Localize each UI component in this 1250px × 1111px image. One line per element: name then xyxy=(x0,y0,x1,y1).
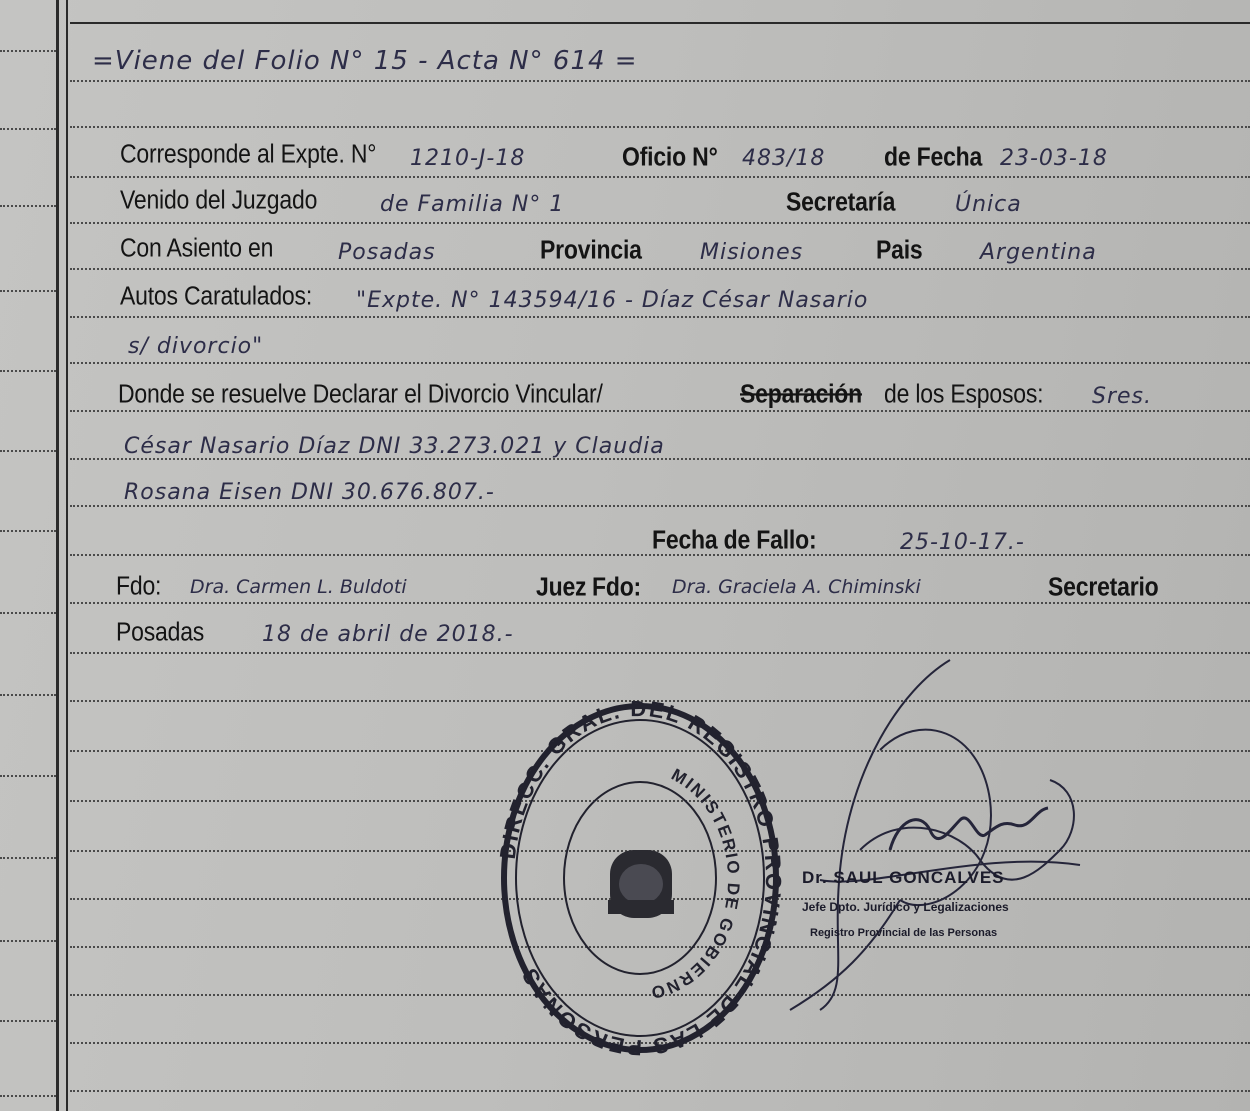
signer-name: Dr. SAUL GONCALVES xyxy=(802,868,1005,887)
left-rule xyxy=(0,450,56,452)
left-rule xyxy=(0,290,56,292)
value-posadas-fecha: 18 de abril de 2018.- xyxy=(262,622,514,647)
value-fecha-fallo: 25-10-17.- xyxy=(900,530,1025,555)
value-pais: Argentina xyxy=(980,240,1097,265)
ruled-line xyxy=(70,362,1250,364)
label-separacion: Separación xyxy=(740,378,862,408)
label-posadas: Posadas xyxy=(116,616,205,646)
value-asiento: Posadas xyxy=(338,240,436,265)
handwritten-signature xyxy=(780,650,1110,1070)
margin-line xyxy=(56,0,59,1111)
label-fdo-juez: Fdo: xyxy=(116,570,162,600)
seal-inner-text: MINISTERIO DE GOBIERNO xyxy=(647,765,744,1003)
value-esposos-line2: Rosana Eisen DNI 30.676.807.- xyxy=(124,480,495,505)
left-rule xyxy=(0,694,56,696)
label-secretario: Secretario xyxy=(1048,571,1159,601)
ruled-line xyxy=(70,316,1250,318)
left-rule xyxy=(0,128,56,130)
ruled-line xyxy=(70,222,1250,224)
ruled-line xyxy=(70,22,1250,24)
value-autos-line1: "Expte. N° 143594/16 - Díaz César Nasario xyxy=(356,288,869,313)
value-secretaria: Única xyxy=(955,192,1022,217)
coat-of-arms-icon xyxy=(608,850,674,918)
value-esposos-prefix: Sres. xyxy=(1092,384,1152,409)
left-rule xyxy=(0,612,56,614)
value-esposos-line1: César Nasario Díaz DNI 33.273.021 y Claudia xyxy=(124,434,665,459)
ruled-line xyxy=(70,80,1250,82)
ruled-line xyxy=(70,505,1250,507)
margin-line xyxy=(66,0,68,1111)
label-fecha-fallo: Fecha de Fallo: xyxy=(652,524,817,554)
label-venido-juzgado: Venido del Juzgado xyxy=(120,184,318,214)
label-secretaria: Secretaría xyxy=(786,186,896,216)
value-expediente: 1210-J-18 xyxy=(410,146,526,171)
value-provincia: Misiones xyxy=(700,240,804,265)
ruled-line xyxy=(70,602,1250,604)
label-juez: Juez xyxy=(536,571,587,601)
value-juzgado: de Familia N° 1 xyxy=(380,192,565,217)
label-fdo-secretario: Fdo: xyxy=(592,571,642,601)
left-rule xyxy=(0,530,56,532)
label-corresponde: Corresponde al Expte. N° xyxy=(120,138,377,168)
left-rule xyxy=(0,50,56,52)
left-rule xyxy=(0,775,56,777)
seal-outer-text: DIRECC. GRAL. DEL REGISTRO PROVINCIAL DE LAS PERSONAS xyxy=(494,700,787,1060)
label-oficio: Oficio N° xyxy=(622,141,718,171)
left-rule xyxy=(0,940,56,942)
folio-reference: =Viene del Folio N° 15 - Acta N° 614 = xyxy=(92,46,638,76)
left-rule xyxy=(0,370,56,372)
label-provincia: Provincia xyxy=(540,234,642,264)
label-autos-caratulados: Autos Caratulados: xyxy=(120,280,313,310)
value-autos-line2: s/ divorcio" xyxy=(128,334,264,359)
label-con-asiento: Con Asiento en xyxy=(120,232,274,262)
left-rule xyxy=(0,205,56,207)
ruled-line xyxy=(70,410,1250,412)
value-oficio: 483/18 xyxy=(742,146,826,171)
label-pais: Pais xyxy=(876,234,923,264)
left-rule xyxy=(0,1095,56,1097)
ruled-line xyxy=(70,126,1250,128)
label-de-los-esposos: de los Esposos: xyxy=(884,378,1044,408)
ruled-line xyxy=(70,1090,1250,1092)
official-seal-stamp xyxy=(490,700,790,1060)
ruled-line xyxy=(70,268,1250,270)
value-secretario-nombre: Dra. Graciela A. Chiminski xyxy=(672,576,921,598)
label-donde-resuelve: Donde se resuelve Declarar el Divorcio Vincular/ xyxy=(118,378,603,408)
left-rule xyxy=(0,1020,56,1022)
value-juez-nombre: Dra. Carmen L. Buldoti xyxy=(190,576,407,598)
ruled-line xyxy=(70,176,1250,178)
left-rule xyxy=(0,857,56,859)
signer-title-1: Jefe Dpto. Jurídico y Legalizaciones xyxy=(802,900,1009,914)
value-fecha: 23-03-18 xyxy=(1000,146,1108,171)
label-de-fecha: de Fecha xyxy=(884,141,983,171)
signer-title-2: Registro Provincial de las Personas xyxy=(810,927,998,939)
signature-block xyxy=(780,650,1110,1070)
